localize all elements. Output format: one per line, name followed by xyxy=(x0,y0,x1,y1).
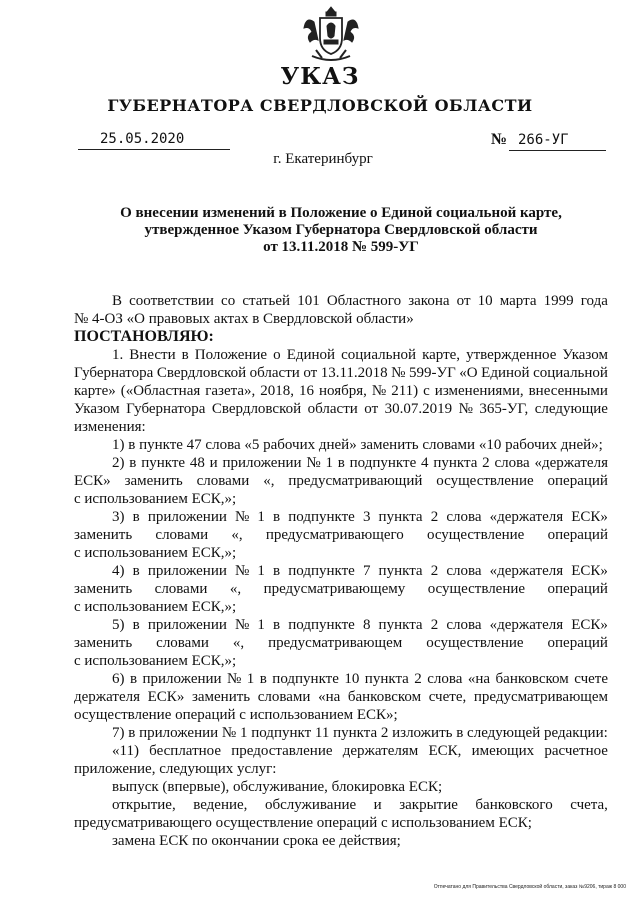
word: закона xyxy=(408,293,450,309)
word: словами xyxy=(155,527,209,543)
word: имеющих xyxy=(471,743,535,759)
item-4 xyxy=(74,562,608,616)
word: 1 xyxy=(257,617,265,633)
print-footer: Отпечатано для Правительства Свердловской области, заказ №9206, тираж 8 000 xyxy=(433,884,626,890)
text-line xyxy=(74,670,608,688)
word: пункта xyxy=(433,455,478,471)
word: осуществление xyxy=(436,473,534,489)
word: 13.11.2018 xyxy=(320,365,388,381)
word: № xyxy=(458,401,473,417)
word: ноября, xyxy=(318,383,367,399)
word: предусматривающего xyxy=(265,527,404,543)
word: банковском xyxy=(347,689,422,705)
word: о xyxy=(273,347,281,363)
word: 48 xyxy=(189,455,205,471)
word: следующие xyxy=(534,401,608,417)
word: пункта xyxy=(364,671,409,687)
word: 4) xyxy=(112,563,125,579)
word: заменить xyxy=(74,635,133,651)
word: открытие, xyxy=(112,797,176,813)
word: 16 xyxy=(299,383,314,399)
word: «держателя xyxy=(489,509,564,525)
word: 10 xyxy=(477,293,493,309)
word: счете, xyxy=(428,689,467,705)
word: 3) xyxy=(112,509,125,525)
word: Губернатора xyxy=(74,365,154,381)
text-line xyxy=(74,742,608,760)
item-3 xyxy=(74,508,608,562)
quote-line-2 xyxy=(74,778,608,796)
word: и xyxy=(373,797,382,813)
word: («Областная xyxy=(120,383,201,399)
word: приложении xyxy=(147,509,227,525)
word: заменить xyxy=(191,689,251,705)
item-5 xyxy=(74,616,608,670)
word: в xyxy=(273,563,281,579)
word: подпункте xyxy=(272,671,339,687)
word: счете xyxy=(574,671,608,687)
word: 5) xyxy=(112,617,125,633)
text-line xyxy=(74,562,608,580)
word: в xyxy=(181,347,189,363)
word: Единой xyxy=(286,347,336,363)
decree-date: 25.05.2020 xyxy=(100,131,185,147)
text-line: выпуск (впервые), обслуживание, блокировка ЕСК; xyxy=(112,779,443,795)
text-line xyxy=(74,526,608,544)
word: № xyxy=(391,365,406,381)
heading-line: от 13.11.2018 № 599-УГ xyxy=(263,239,419,255)
decree-keyword: ПОСТАНОВЛЯЮ: xyxy=(74,328,214,345)
word: «на xyxy=(467,671,491,687)
word: «на xyxy=(318,689,341,705)
text-line: приложение, следующих услуг: xyxy=(74,761,277,777)
text-line: с использованием ЕСК,»; xyxy=(74,599,237,615)
word: приложении xyxy=(222,455,302,471)
word: 365-УГ, xyxy=(479,401,529,417)
word: подпункте xyxy=(288,563,355,579)
word: счета, xyxy=(570,797,608,813)
word: 2 xyxy=(430,563,439,579)
word: Свердловской xyxy=(211,401,302,417)
item-6 xyxy=(74,670,608,724)
word: слова xyxy=(446,563,482,579)
word: № xyxy=(371,383,387,399)
text-line: замена ЕСК по окончании срока ее действия; xyxy=(112,833,401,849)
word: 1 xyxy=(325,455,333,471)
word: социальной xyxy=(341,347,417,363)
word: социальной xyxy=(533,365,608,381)
word: карте, xyxy=(422,347,461,363)
word: 1999 xyxy=(543,293,574,309)
word: в xyxy=(273,509,281,525)
text-line xyxy=(74,616,608,634)
word: подпункте xyxy=(288,617,355,633)
word: предусматривающем xyxy=(473,689,608,705)
text-line: № 4-ОЗ «О правовых актах в Свердловской области» xyxy=(74,311,414,327)
word: подпункте xyxy=(288,509,355,525)
word: в xyxy=(132,509,140,525)
word: 7 xyxy=(362,563,371,579)
item-1 xyxy=(74,436,608,454)
text-line: осуществление операций с использованием ЕСК»; xyxy=(74,707,398,723)
word: Указом xyxy=(562,347,608,363)
word: заменить xyxy=(124,473,183,489)
text-line xyxy=(74,508,608,526)
word: предусматривающий xyxy=(288,473,423,489)
word: карте» xyxy=(74,383,116,399)
word: пункта xyxy=(378,509,423,525)
word: закрытие xyxy=(399,797,458,813)
word: слова xyxy=(446,509,482,525)
document-type-title: УКАЗ xyxy=(280,63,360,90)
word: осуществление xyxy=(426,527,525,543)
word: области xyxy=(307,401,358,417)
text-line: изменения: xyxy=(74,419,146,435)
decree-heading xyxy=(74,205,608,256)
word: банковского xyxy=(475,797,553,813)
word: от xyxy=(364,401,379,417)
text-line xyxy=(74,292,608,310)
word: «, xyxy=(231,527,243,543)
word: области xyxy=(249,365,300,381)
word: «держателя xyxy=(489,617,564,633)
text-line xyxy=(74,346,608,364)
word: в xyxy=(132,617,140,633)
word: и xyxy=(209,455,218,471)
word: 599-УГ xyxy=(408,365,456,381)
word: ЕСК, xyxy=(428,743,462,759)
word: расчетное xyxy=(544,743,608,759)
word: в xyxy=(132,563,140,579)
word: В xyxy=(112,293,123,309)
number-label: № xyxy=(491,131,508,148)
word: слова xyxy=(446,617,482,633)
word: осуществление xyxy=(426,635,524,651)
word: 2 xyxy=(430,509,439,525)
word: 8 xyxy=(362,617,371,633)
word: слова xyxy=(427,671,463,687)
word: ЕСК» xyxy=(147,689,185,705)
word: Свердловской xyxy=(156,365,247,381)
word: № xyxy=(235,617,250,633)
text-line xyxy=(74,472,608,490)
word: Внести xyxy=(129,347,176,363)
word: изменениями, xyxy=(434,383,524,399)
word: банковском xyxy=(495,671,569,687)
text-line xyxy=(74,400,608,418)
word: Губернатора xyxy=(126,401,206,417)
word: держателя xyxy=(74,689,141,705)
word: утвержденное xyxy=(466,347,557,363)
word: 1 xyxy=(246,671,255,687)
word: 1 xyxy=(257,509,265,525)
word: ЕСК» xyxy=(571,617,608,633)
word: предусматривающем xyxy=(268,635,403,651)
word: предусматривающему xyxy=(263,581,406,597)
word: статьей xyxy=(242,293,291,309)
date-underline xyxy=(78,149,230,150)
word: 1 xyxy=(257,563,265,579)
word: «, xyxy=(229,581,242,597)
text-line: 1) в пункте 47 слова «5 рабочих дней» заменить словами «10 рабочих дней»; xyxy=(112,437,603,453)
decree-number: 266-УГ xyxy=(518,132,569,148)
word: обслуживание xyxy=(264,797,357,813)
word: 3 xyxy=(362,509,371,525)
text-line xyxy=(74,796,608,814)
word: газета», xyxy=(205,383,256,399)
word: пункта xyxy=(378,563,423,579)
issuer-title: ГУБЕРНАТОРА СВЕРДЛОВСКОЙ ОБЛАСТИ xyxy=(107,96,533,115)
word: в xyxy=(129,671,138,687)
word: в xyxy=(259,671,267,687)
word: 2) xyxy=(112,455,125,471)
word: бесплатное xyxy=(149,743,222,759)
word: приложении xyxy=(147,563,227,579)
heading-line: О внесении изменений в Положение о Единой социальной карте, xyxy=(120,205,562,221)
text-line: с использованием ЕСК,»; xyxy=(74,653,237,669)
word: 1. xyxy=(112,347,124,363)
word: осуществление xyxy=(427,581,526,597)
word: заменить xyxy=(74,527,133,543)
text-line: 7) в приложении № 1 подпункт 11 пункта 2 изложить в следующей редакции: xyxy=(112,725,608,741)
word: в xyxy=(129,455,137,471)
word: пункте xyxy=(141,455,186,471)
item-7 xyxy=(74,724,608,742)
word: 6) xyxy=(112,671,125,687)
word: 10 xyxy=(344,671,360,687)
quote-line-3 xyxy=(74,796,608,832)
word: операций xyxy=(547,635,608,651)
word: «, xyxy=(232,635,245,651)
word: операций xyxy=(547,473,608,489)
text-line: предусматривающего осуществление операций с использованием ЕСК; xyxy=(74,815,532,831)
word: Положение xyxy=(194,347,268,363)
text-line: с использованием ЕСК,»; xyxy=(74,545,237,561)
word: года xyxy=(580,293,608,309)
word: «держателя xyxy=(489,563,564,579)
word: операций xyxy=(547,581,608,597)
word: Указом xyxy=(74,401,120,417)
quote-line-1 xyxy=(74,742,608,778)
paragraph-1 xyxy=(74,346,608,436)
word: Областного xyxy=(326,293,402,309)
word: внесенными xyxy=(528,383,608,399)
word: ЕСК» xyxy=(571,563,608,579)
word: от xyxy=(303,365,318,381)
word: 101 xyxy=(297,293,320,309)
word: словами xyxy=(196,473,250,489)
word: приложении xyxy=(142,671,222,687)
word: в xyxy=(273,617,281,633)
text-line xyxy=(74,580,608,598)
word: с xyxy=(423,383,430,399)
word: 211) xyxy=(391,383,419,399)
text-line xyxy=(74,364,608,382)
word: 2018, xyxy=(260,383,295,399)
word: от xyxy=(456,293,471,309)
city: г. Екатеринбург xyxy=(273,151,373,167)
word: ведение, xyxy=(193,797,248,813)
word: слова xyxy=(494,455,530,471)
intro-paragraph xyxy=(74,292,608,328)
word: словами xyxy=(156,635,209,651)
word: 2 xyxy=(430,617,439,633)
quote-line-4 xyxy=(74,832,608,850)
text-line: с использованием ЕСК,»; xyxy=(74,491,237,507)
word: подпункте xyxy=(349,455,417,471)
word: 4 xyxy=(421,455,429,471)
word: пункта xyxy=(378,617,423,633)
word: Единой xyxy=(481,365,530,381)
word: словами xyxy=(154,581,208,597)
word: 2 xyxy=(482,455,490,471)
word: предоставление xyxy=(231,743,333,759)
word: словами xyxy=(257,689,311,705)
decree-body xyxy=(74,292,608,850)
word: 2 xyxy=(414,671,422,687)
word: № xyxy=(235,563,250,579)
word: «, xyxy=(263,473,275,489)
word: соответствии xyxy=(129,293,214,309)
word: № xyxy=(227,671,242,687)
text-line xyxy=(74,454,608,472)
word: марта xyxy=(499,293,537,309)
word: заменить xyxy=(74,581,133,597)
text-line xyxy=(74,382,608,400)
heading-line: утвержденное Указом Губернатора Свердловской области xyxy=(144,222,538,238)
word: ЕСК» xyxy=(571,509,608,525)
word: «11) xyxy=(112,743,139,759)
word: приложении xyxy=(147,617,227,633)
word: ЕСК» xyxy=(74,473,111,489)
word: № xyxy=(235,509,250,525)
text-line xyxy=(74,688,608,706)
coat-of-arms-icon xyxy=(300,4,362,66)
word: «держателя xyxy=(534,455,608,471)
word: 30.07.2019 xyxy=(384,401,453,417)
word: со xyxy=(221,293,236,309)
text-line xyxy=(74,634,608,652)
item-2 xyxy=(74,454,608,508)
word: держателям xyxy=(342,743,419,759)
word: № xyxy=(306,455,321,471)
word: в xyxy=(337,455,345,471)
word: операций xyxy=(547,527,608,543)
word: «О xyxy=(459,365,478,381)
